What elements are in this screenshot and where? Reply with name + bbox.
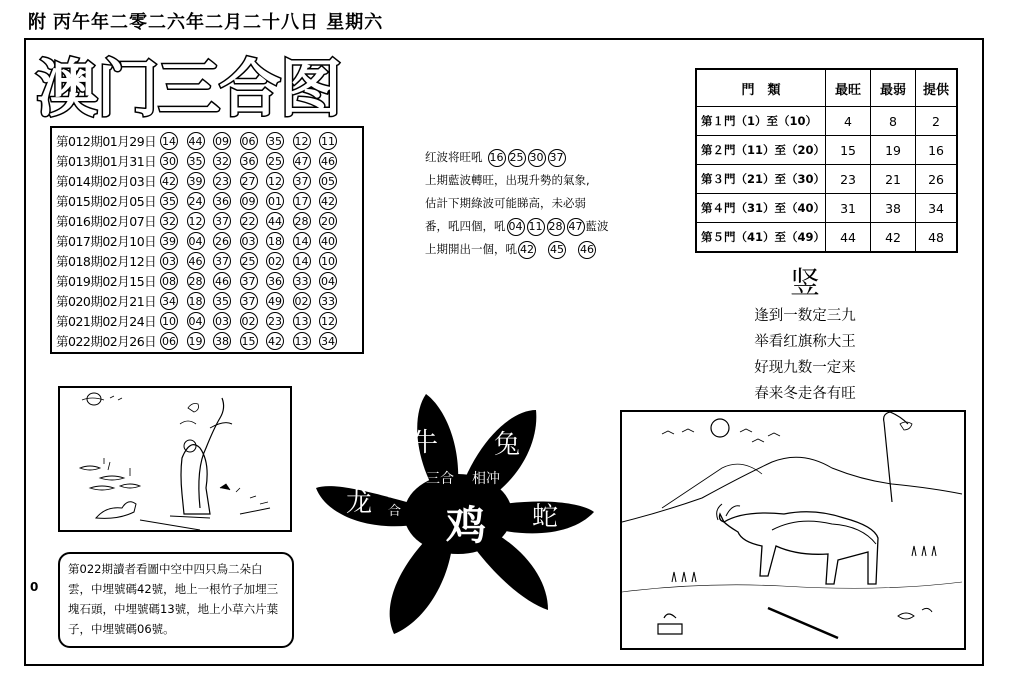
label-sanhe: 三合: [426, 471, 454, 487]
history-ball: 39: [187, 172, 205, 190]
history-box: [50, 126, 364, 354]
poem-title: 竖: [790, 266, 820, 301]
history-ball: 47: [293, 152, 311, 170]
history-row-label: 第019期02月15日: [56, 274, 157, 289]
hint-line-1: [425, 146, 645, 169]
label-he: 合: [388, 504, 402, 519]
poem-line: 举看红旗称大王: [754, 334, 856, 350]
history-ball: 08: [160, 272, 178, 290]
history-ball: 10: [319, 252, 337, 270]
hint-ball: 42: [518, 241, 536, 259]
gate-row: [696, 107, 957, 136]
gate-cell-range: 第１門（1）至（10）: [696, 107, 826, 136]
history-ball: 04: [319, 272, 337, 290]
history-ball: 09: [240, 192, 258, 210]
history-ball: 40: [319, 232, 337, 250]
history-ball: 49: [266, 292, 284, 310]
gate-cell-max: 23: [826, 165, 871, 194]
gate-cell-give: 26: [916, 165, 958, 194]
hint-text: [425, 146, 645, 261]
history-ball: 04: [187, 232, 205, 250]
history-ball: 35: [266, 132, 284, 150]
history-ball: 02: [266, 252, 284, 270]
history-ball: 06: [240, 132, 258, 150]
poem-line: 春来冬走各有旺: [754, 386, 856, 402]
history-ball: 44: [187, 132, 205, 150]
reader-note: 第022期讀者看圖中空中四只鳥二朵白雲，中埋號碼42號，地上一根竹子加埋三塊石頭，中埋號碼13號，地上小草六片葉子，中埋號碼06號。: [58, 552, 294, 648]
history-ball: 01: [266, 192, 284, 210]
zodiac-flower: [308, 390, 598, 640]
gate-cell-range: 第５門（41）至（49）: [696, 223, 826, 253]
gate-cell-max: 31: [826, 194, 871, 223]
history-row: [56, 231, 358, 251]
hint-ball: 46: [578, 241, 596, 259]
gate-cell-max: 15: [826, 136, 871, 165]
history-row: [56, 251, 358, 271]
history-ball: 42: [266, 332, 284, 350]
hint-ball: 11: [527, 218, 545, 236]
history-row: [56, 171, 358, 191]
history-row: [56, 311, 358, 331]
history-ball: 28: [187, 272, 205, 290]
header-prefix: 附: [28, 12, 47, 33]
history-ball: 23: [213, 172, 231, 190]
hint-line-5-text: 上期開出一個，吼: [425, 242, 517, 256]
gate-row: [696, 165, 957, 194]
history-ball: 44: [266, 212, 284, 230]
history-ball: 13: [293, 312, 311, 330]
history-ball: 27: [240, 172, 258, 190]
gate-cell-min: 42: [871, 223, 916, 253]
history-row-label: 第018期02月12日: [56, 254, 157, 269]
hint-ball: 04: [507, 218, 525, 236]
history-ball: 36: [266, 272, 284, 290]
history-ball: 24: [187, 192, 205, 210]
history-ball: 26: [213, 232, 231, 250]
illustration-oxen: [620, 410, 966, 650]
history-ball: 10: [160, 312, 178, 330]
gate-header-give: 提供: [916, 69, 958, 107]
gate-cell-min: 38: [871, 194, 916, 223]
hint-ball: 25: [508, 149, 526, 167]
history-ball: 38: [213, 332, 231, 350]
history-row: [56, 271, 358, 291]
history-row: [56, 191, 358, 211]
gate-cell-min: 21: [871, 165, 916, 194]
gate-cell-give: 16: [916, 136, 958, 165]
history-ball: 30: [160, 152, 178, 170]
hint-line-5: [425, 238, 645, 261]
hint-line-3: 估計下期綠波可能睇高，未必弱: [425, 196, 586, 210]
history-ball: 23: [266, 312, 284, 330]
history-row-label: 第020期02月21日: [56, 294, 157, 309]
gate-cell-max: 4: [826, 107, 871, 136]
history-ball: 11: [319, 132, 337, 150]
gate-cell-give: 2: [916, 107, 958, 136]
hint-ball: 37: [548, 149, 566, 167]
hint-ball: 28: [547, 218, 565, 236]
history-ball: 02: [240, 312, 258, 330]
history-ball: 12: [319, 312, 337, 330]
history-ball: 15: [240, 332, 258, 350]
zodiac-rabbit: 兔: [494, 430, 521, 460]
gate-row: [696, 194, 957, 223]
gate-header-max: 最旺: [826, 69, 871, 107]
history-ball: 36: [240, 152, 258, 170]
history-ball: 22: [240, 212, 258, 230]
history-row: [56, 331, 358, 351]
history-ball: 05: [319, 172, 337, 190]
history-row: [56, 151, 358, 171]
history-ball: 37: [213, 212, 231, 230]
history-row-label: 第021期02月24日: [56, 314, 157, 329]
history-ball: 42: [160, 172, 178, 190]
history-ball: 19: [187, 332, 205, 350]
history-ball: 12: [187, 212, 205, 230]
gate-table: [695, 68, 958, 253]
history-ball: 33: [293, 272, 311, 290]
label-liu: 六: [388, 486, 402, 501]
label-xiangchong: 相冲: [472, 471, 500, 487]
gate-cell-give: 48: [916, 223, 958, 253]
hint-line-4-text-a: 番，吼四個，吼: [425, 219, 506, 233]
history-ball: 14: [293, 252, 311, 270]
history-ball: 03: [213, 312, 231, 330]
history-ball: 28: [293, 212, 311, 230]
history-ball: 02: [293, 292, 311, 310]
history-row: [56, 131, 358, 151]
oxen-drawing: [622, 412, 964, 648]
history-row-label: 第014期02月03日: [56, 174, 157, 189]
history-ball: 36: [213, 192, 231, 210]
history-row-label: 第017期02月10日: [56, 234, 157, 249]
history-ball: 17: [293, 192, 311, 210]
history-row: [56, 291, 358, 311]
old-man-drawing: [60, 388, 290, 530]
history-row-label: 第015期02月05日: [56, 194, 157, 209]
history-ball: 37: [240, 292, 258, 310]
gate-cell-range: 第３門（21）至（30）: [696, 165, 826, 194]
page-title-text: 澳门三合图: [36, 52, 342, 125]
history-ball: 42: [319, 192, 337, 210]
history-ball: 34: [160, 292, 178, 310]
history-ball: 25: [266, 152, 284, 170]
gate-cell-max: 44: [826, 223, 871, 253]
history-ball: 06: [160, 332, 178, 350]
history-ball: 25: [240, 252, 258, 270]
history-ball: 37: [213, 252, 231, 270]
history-ball: 46: [319, 152, 337, 170]
hint-line-2: 上期藍波轉旺，出現升勢的氣象,: [425, 173, 590, 187]
hint-ball: 47: [567, 218, 585, 236]
history-ball: 46: [187, 252, 205, 270]
history-ball: 12: [293, 132, 311, 150]
poem: [720, 265, 890, 407]
history-row-label: 第022期02月26日: [56, 334, 157, 349]
zodiac-dragon: 龙: [346, 488, 373, 518]
history-row-label: 第012期01月29日: [56, 134, 157, 149]
history-ball: 18: [187, 292, 205, 310]
gate-cell-range: 第４門（31）至（40）: [696, 194, 826, 223]
gate-header-min: 最弱: [871, 69, 916, 107]
hint-line-1-text: 红波将旺吼: [425, 150, 483, 164]
history-ball: 35: [187, 152, 205, 170]
gate-header-type: 門 類: [696, 69, 826, 107]
history-row-label: 第013期01月31日: [56, 154, 157, 169]
hint-ball: 16: [488, 149, 506, 167]
hint-line-4: [425, 215, 645, 238]
side-mark: 0: [30, 580, 39, 594]
page-title: [36, 54, 341, 124]
history-ball: 33: [319, 292, 337, 310]
history-ball: 13: [293, 332, 311, 350]
poem-line: 逢到一数定三九: [754, 308, 856, 324]
history-ball: 35: [213, 292, 231, 310]
hint-ball: 30: [528, 149, 546, 167]
zodiac-rooster: 鸡: [446, 503, 486, 549]
header-date: [28, 8, 383, 34]
history-ball: 34: [319, 332, 337, 350]
gate-row: [696, 136, 957, 165]
history-ball: 14: [293, 232, 311, 250]
hint-ball: 45: [548, 241, 566, 259]
gate-cell-range: 第２門（11）至（20）: [696, 136, 826, 165]
history-ball: 12: [266, 172, 284, 190]
header-date-text: 丙午年二零二六年二月二十八日 星期六: [53, 12, 384, 33]
history-row: [56, 211, 358, 231]
history-ball: 32: [160, 212, 178, 230]
history-ball: 03: [160, 252, 178, 270]
poem-line: 好现九数一定来: [754, 360, 856, 376]
zodiac-ox: 牛: [412, 428, 439, 458]
history-ball: 20: [319, 212, 337, 230]
history-ball: 37: [293, 172, 311, 190]
gate-cell-give: 34: [916, 194, 958, 223]
gate-cell-min: 19: [871, 136, 916, 165]
illustration-old-man: [58, 386, 292, 532]
gate-row: [696, 223, 957, 253]
history-ball: 39: [160, 232, 178, 250]
history-ball: 03: [240, 232, 258, 250]
history-ball: 46: [213, 272, 231, 290]
history-row-label: 第016期02月07日: [56, 214, 157, 229]
gate-cell-min: 8: [871, 107, 916, 136]
history-ball: 04: [187, 312, 205, 330]
hint-line-4-text-b: 藍波: [585, 219, 609, 233]
zodiac-snake: 蛇: [532, 502, 559, 532]
history-ball: 14: [160, 132, 178, 150]
history-ball: 37: [240, 272, 258, 290]
history-ball: 35: [160, 192, 178, 210]
history-ball: 32: [213, 152, 231, 170]
history-ball: 18: [266, 232, 284, 250]
history-ball: 09: [213, 132, 231, 150]
